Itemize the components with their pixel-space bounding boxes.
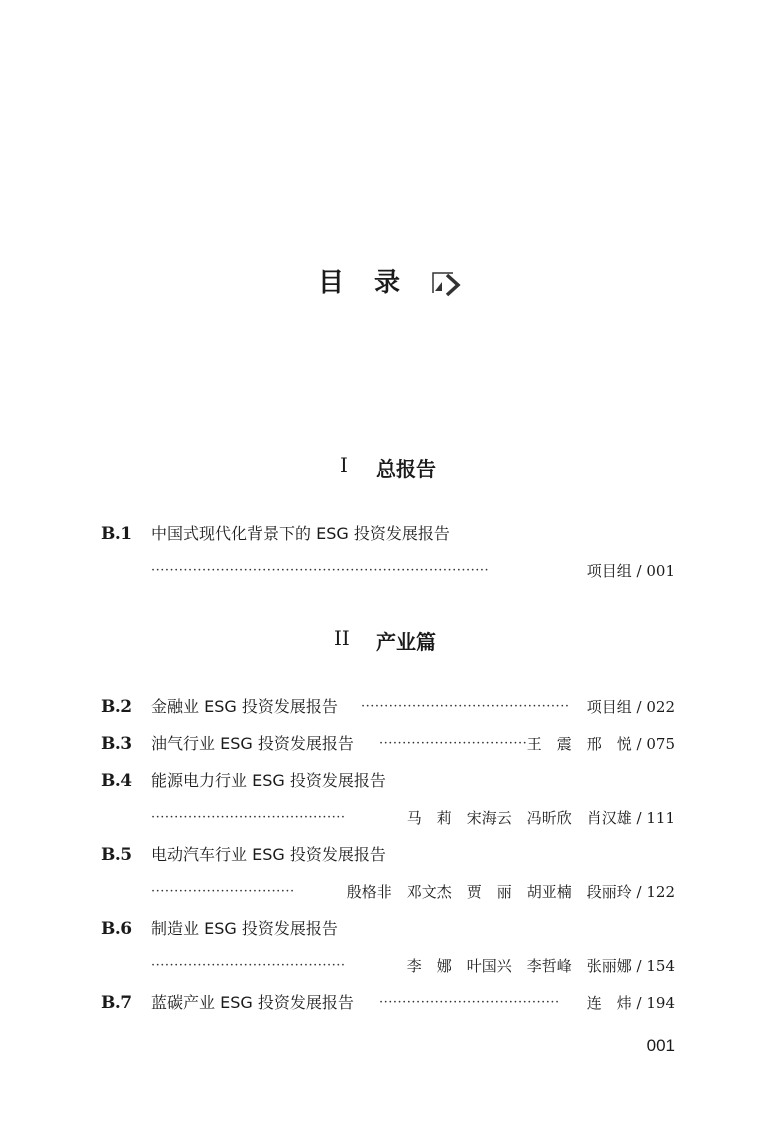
- dot-leader: ································: [379, 736, 528, 751]
- section-numeral: I: [340, 453, 348, 477]
- section-numeral: II: [334, 626, 350, 650]
- entry-author-page: 连 炜 / 194: [586, 994, 675, 1012]
- toc-entry-b7[interactable]: [0, 991, 777, 1017]
- entry-author-page: 马 莉 宋海云 冯昕欣 肖汉雄 / 111: [406, 809, 675, 827]
- toc-entry-b1-line2: [0, 559, 777, 585]
- entry-code: B.6: [101, 919, 132, 939]
- entry-title[interactable]: 电动汽车行业 ESG 投资发展报告: [151, 845, 386, 864]
- entry-title[interactable]: 能源电力行业 ESG 投资发展报告: [151, 771, 386, 790]
- entry-title[interactable]: 油气行业 ESG 投资发展报告: [151, 734, 354, 753]
- toc-entry-b6[interactable]: [0, 917, 777, 943]
- dot-leader: ·········································································: [151, 563, 490, 578]
- toc-entry-b1[interactable]: [0, 522, 777, 548]
- entry-author-page: 项目组 / 022: [586, 698, 675, 716]
- dot-leader: ·············································: [361, 699, 570, 714]
- toc-title: [0, 262, 777, 302]
- entry-code: B.7: [101, 993, 132, 1013]
- entry-title[interactable]: 金融业 ESG 投资发展报告: [151, 697, 338, 716]
- toc-entry-b4[interactable]: [0, 769, 777, 795]
- section-title: 总报告: [376, 457, 436, 481]
- entry-title[interactable]: 蓝碳产业 ESG 投资发展报告: [151, 993, 354, 1012]
- entry-code: B.4: [101, 771, 132, 791]
- section-heading-general: [0, 453, 777, 483]
- entry-code: B.1: [101, 524, 132, 544]
- dot-leader: ·······································: [379, 995, 560, 1010]
- toc-entry-b3[interactable]: [0, 732, 777, 758]
- toc-title-char-1: 目: [318, 268, 345, 298]
- toc-corner-arrow-icon: [430, 270, 462, 296]
- entry-code: B.3: [101, 734, 132, 754]
- section-heading-industry: [0, 626, 777, 656]
- entry-title[interactable]: 中国式现代化背景下的 ESG 投资发展报告: [151, 524, 450, 543]
- entry-author-page: 李 娜 叶国兴 李哲峰 张丽娜 / 154: [406, 957, 675, 975]
- entry-author-page: 殷格非 邓文杰 贾 丽 胡亚楠 段丽玲 / 122: [346, 883, 675, 901]
- toc-entry-b5[interactable]: [0, 843, 777, 869]
- dot-leader: ·······························: [151, 884, 295, 899]
- entry-author-page: 王 震 邢 悦 / 075: [526, 735, 675, 753]
- toc-entry-b4-line2: [0, 806, 777, 832]
- toc-entry-b2[interactable]: [0, 695, 777, 721]
- entry-author-page: 项目组 / 001: [586, 562, 675, 580]
- entry-code: B.5: [101, 845, 132, 865]
- dot-leader: ··········································: [151, 810, 346, 825]
- entry-code: B.2: [101, 697, 132, 717]
- page-number: 001: [646, 1036, 675, 1055]
- entry-title[interactable]: 制造业 ESG 投资发展报告: [151, 919, 338, 938]
- toc-entry-b5-line2: [0, 880, 777, 906]
- section-title: 产业篇: [376, 630, 436, 654]
- toc-title-char-2: 录: [374, 268, 401, 298]
- dot-leader: ··········································: [151, 958, 346, 973]
- toc-entry-b6-line2: [0, 954, 777, 980]
